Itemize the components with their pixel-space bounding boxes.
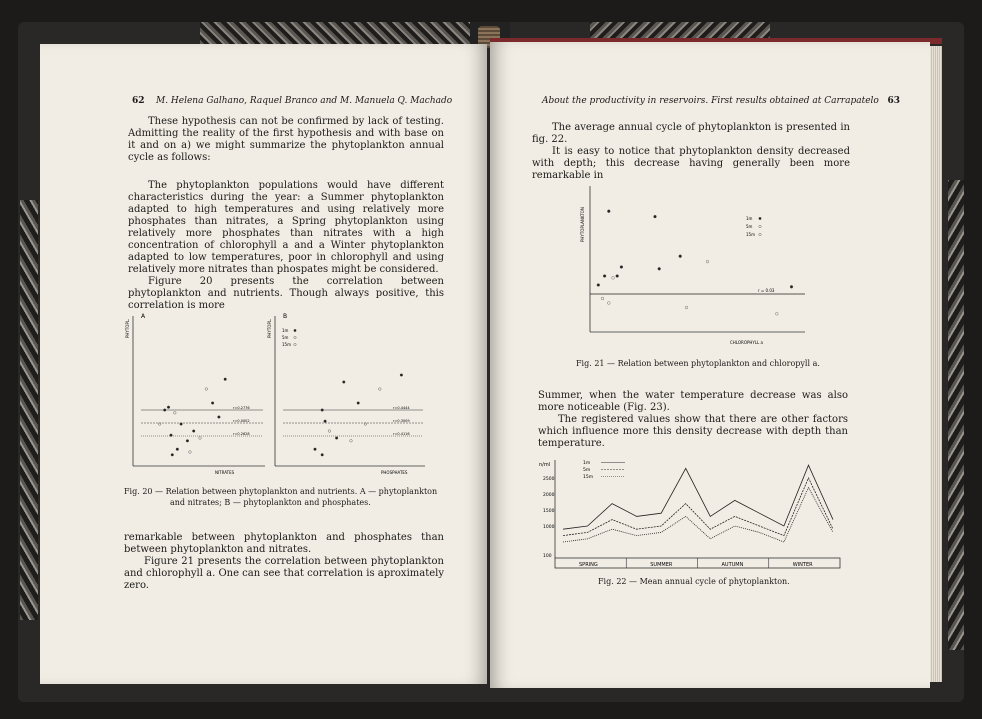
panel-a-label: A (141, 313, 146, 320)
page-edges (928, 46, 942, 682)
legend-marker (759, 217, 761, 219)
data-point (180, 423, 183, 426)
data-point (357, 402, 360, 405)
data-point (224, 378, 227, 381)
season-label: SPRING (579, 562, 598, 568)
fit-line-label: r=0.3009 (393, 419, 410, 423)
running-head-left (132, 96, 452, 106)
figure-20 (125, 312, 435, 482)
data-point (400, 374, 403, 377)
caption-line: and nitrates; B — phytoplankton and phosphates. (170, 498, 371, 507)
page-number: 62 (132, 96, 145, 106)
data-point (616, 275, 619, 278)
fig20b-ylabel: PHYTOPL. (267, 318, 272, 338)
season-label: WINTER (792, 562, 813, 568)
fit-line-label: r=0.4116 (393, 432, 410, 436)
series-line-5m (563, 478, 833, 536)
fig21-ylabel: PHYTOPLANKTON (580, 207, 585, 242)
data-point (321, 454, 324, 457)
data-point (775, 312, 778, 315)
right-page (490, 42, 930, 688)
fit-line-label: r=0.2776 (233, 406, 250, 410)
season-label: SUMMER (650, 562, 673, 568)
legend-marker (294, 336, 296, 338)
y-tick-label: 2000 (543, 493, 555, 498)
data-point (192, 430, 195, 433)
data-point (328, 430, 331, 433)
legend-marker (759, 233, 761, 235)
para-3: Summer, when the water temperature decrease was also more noticeable (Fig. 23). (538, 390, 848, 413)
marbled-cover-pattern (948, 180, 964, 650)
legend-item: 1m (583, 461, 591, 466)
y-tick-label: 2500 (543, 477, 555, 482)
fig20-panel-a (125, 313, 265, 475)
data-point (603, 275, 606, 278)
paragraph (128, 180, 444, 312)
y-tick-label: 1500 (543, 509, 555, 514)
legend-item: 1m (746, 216, 753, 221)
running-head-text: About the productivity in reservoirs. First results obtained at Carrapatelo (542, 96, 879, 106)
legend-item: 5m (583, 468, 591, 473)
series-line-15m (563, 488, 833, 542)
data-point (350, 440, 353, 443)
paragraph (532, 122, 850, 182)
fig20-caption (124, 486, 464, 508)
data-point (171, 454, 174, 457)
data-point (335, 437, 338, 440)
data-point (601, 297, 604, 300)
data-point (186, 440, 189, 443)
fig20a-xlabel: NITRATES (215, 470, 235, 475)
data-point (163, 409, 166, 412)
para-1: These hypothesis can not be confirmed by lack of testing. Admitting the reality of the first hypothesis and with base on it and on a) we might summarize the phytoplankton annual cycle as follows: (128, 116, 444, 163)
data-point (324, 420, 327, 423)
fig21-caption: Fig. 21 — Relation between phytoplankton and chloropyll a. (576, 359, 820, 368)
panel-b-label: B (283, 313, 288, 320)
y-tick-label: 100 (543, 553, 552, 559)
para-2: It is easy to notice that phytoplankton density decreased with depth; this decrease having generally been more remarkable in (532, 146, 850, 181)
data-point (174, 412, 177, 415)
figure-22 (535, 452, 855, 572)
para-4: remarkable between phytoplankton and phosphates than between phytoplankton and nitrates. (124, 532, 444, 555)
marbled-cover-pattern (200, 22, 470, 44)
marbled-cover-pattern (20, 200, 38, 620)
paragraph (538, 390, 848, 450)
fig20-panel-b (267, 313, 425, 475)
fit-line-label: r=0.0002 (233, 419, 250, 423)
fig22-ylabel: n/ml (539, 462, 551, 468)
para-2: The phytoplankton populations would have different characteristics during the year: a Summer phytoplankton adapted to high temperatures and using relatively more phosphates than nitrates, a Spring phytoplankton using relatively more phosphates than nitrates with a high concentration of chlorophyll a and a Winter phytoplankton adapted to low temperatures, poor in chlorophyll and using relatively more nitrates than phospates might be considered. (128, 180, 444, 275)
data-point (607, 210, 610, 213)
data-point (685, 306, 688, 309)
para-4: The registered values show that there are other factors which influence more this density decrease with depth than temperature. (538, 414, 848, 449)
fit-label: r = 0.03 (758, 288, 775, 293)
page-number: 63 (887, 96, 900, 106)
legend-marker (759, 225, 761, 227)
data-point (170, 434, 173, 437)
legend-item: 15m (583, 475, 594, 480)
data-point (654, 215, 657, 218)
fit-line-label: r=0.4444 (393, 406, 410, 410)
fig21-xlabel: CHLOROPHYLL a (730, 340, 764, 345)
legend-item: 15m (746, 232, 755, 237)
legend-item: 5m (282, 335, 289, 340)
season-label: AUTUMN (721, 562, 744, 568)
running-head-right (542, 96, 900, 106)
para-5: Figure 21 presents the correlation between phytoplankton and chlorophyll a. One can see that correlation is aproximately zero. (124, 556, 444, 591)
caption-line: Fig. 20 — Relation between phytoplankton and nutrients. A — phytoplankton (124, 487, 438, 496)
para-3: Figure 20 presents the correlation between phytoplankton and nutrients. Though always positive, this correlation is more (128, 276, 444, 311)
left-page (40, 44, 487, 684)
fig20a-ylabel: PHYTOPL. (125, 318, 130, 338)
fit-line-label: r=0.2628 (233, 432, 250, 436)
data-point (211, 402, 214, 405)
running-head-text: M. Helena Galhano, Raquel Branco and M. Manuela Q. Machado (155, 96, 453, 106)
data-point (205, 388, 208, 391)
fig20b-xlabel: PHOSPHATES (381, 470, 408, 475)
data-point (321, 409, 324, 412)
data-point (790, 285, 793, 288)
legend-item: 1m (282, 328, 289, 333)
data-point (706, 260, 709, 263)
data-point (176, 448, 179, 451)
series-line-1m (563, 465, 833, 529)
paragraph (128, 116, 444, 164)
data-point (597, 284, 600, 287)
data-point (679, 255, 682, 258)
data-point (343, 381, 346, 384)
legend-marker (294, 329, 296, 331)
legend-marker (294, 343, 296, 345)
figure-21 (580, 182, 810, 352)
data-point (314, 448, 317, 451)
data-point (658, 267, 661, 270)
data-point (199, 437, 202, 440)
data-point (607, 302, 610, 305)
data-point (167, 406, 170, 409)
data-point (379, 388, 382, 391)
data-point (620, 266, 623, 269)
para-1: The average annual cycle of phytoplankton is presented in fig. 22. (532, 122, 850, 145)
y-tick-label: 1000 (543, 525, 555, 530)
data-point (612, 276, 615, 279)
paragraph (124, 532, 444, 592)
data-point (218, 416, 221, 419)
data-point (189, 451, 192, 454)
legend-item: 5m (746, 224, 753, 229)
fig22-caption: Fig. 22 — Mean annual cycle of phytoplankton. (598, 577, 790, 586)
legend-item: 15m (282, 342, 291, 347)
